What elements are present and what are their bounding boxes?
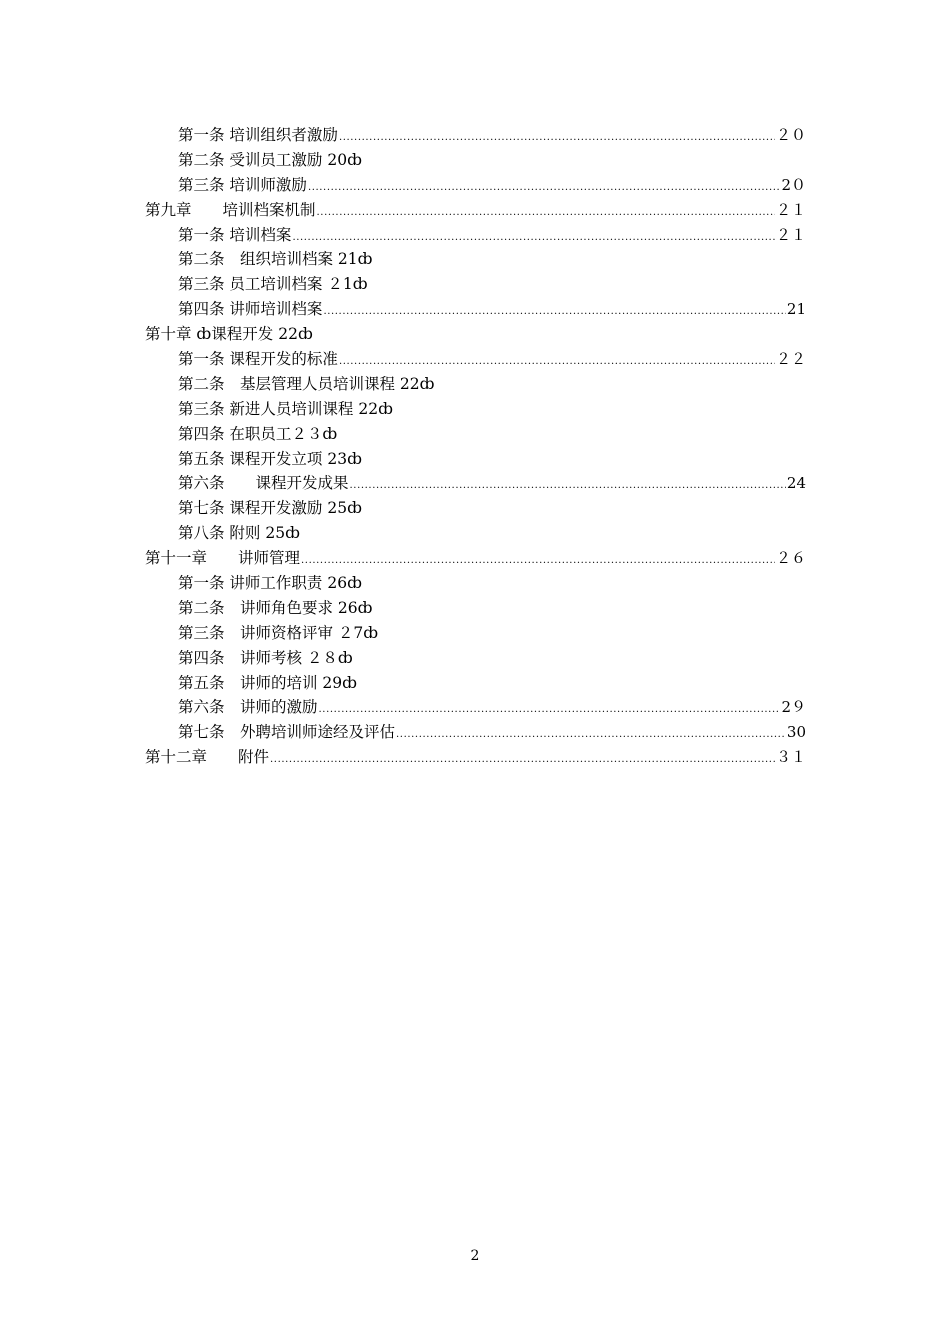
toc-entry-title: 第五条 讲师的培训 29ȸ — [178, 673, 358, 692]
table-of-contents — [0, 123, 950, 770]
toc-entry-title: 第四条 在职员工２３ȸ — [178, 424, 338, 443]
toc-entry-title: 第十一章 讲师管理 — [145, 549, 301, 568]
toc-article-entry[interactable] — [0, 496, 950, 521]
toc-entry-title: 第三条 员工培训档案 ２1ȸ — [178, 275, 368, 294]
toc-entry-page: ３１ — [775, 748, 806, 767]
toc-entry-row — [178, 173, 806, 201]
toc-entry-page: 2０ — [781, 175, 806, 194]
toc-entry-row — [178, 471, 806, 499]
toc-entry-title: 第十章 ȸ课程开发 22ȸ — [145, 325, 313, 344]
toc-dot-leader — [270, 748, 775, 773]
toc-entry-title: 第四条 讲师考核 ２８ȸ — [178, 648, 353, 667]
toc-article-entry[interactable] — [0, 223, 950, 248]
toc-entry-title: 第十二章 附件 — [145, 748, 270, 767]
toc-entry-row — [178, 223, 806, 251]
toc-article-entry[interactable] — [0, 447, 950, 472]
toc-article-entry[interactable] — [0, 297, 950, 322]
toc-article-entry[interactable] — [0, 372, 950, 397]
toc-entry-page: 24 — [786, 474, 806, 493]
toc-entry-row — [145, 546, 806, 574]
toc-entry-page: ２０ — [775, 126, 806, 144]
toc-entry-title: 第一条 讲师工作职责 26ȸ — [178, 574, 362, 593]
toc-entry-title: 第三条 新进人员培训课程 22ȸ — [178, 399, 393, 418]
toc-article-entry[interactable] — [0, 720, 950, 745]
toc-entry-title: 第六条 讲师的激励 — [178, 698, 318, 717]
toc-entry-page: ２１ — [775, 225, 806, 244]
toc-entry-row — [178, 297, 806, 325]
toc-entry-page: ２２ — [775, 350, 806, 369]
toc-entry-title: 第二条 受训员工激励 20ȸ — [178, 150, 362, 169]
toc-entry-title: 第二条 组织培训档案 21ȸ — [178, 250, 373, 269]
toc-chapter-entry[interactable] — [0, 745, 950, 770]
toc-entry-title: 第七条 外聘培训师途经及评估 — [178, 723, 396, 742]
toc-article-entry[interactable] — [0, 123, 950, 148]
toc-entry-title: 第三条 培训师激励 — [178, 175, 307, 194]
toc-article-entry[interactable] — [0, 695, 950, 720]
toc-entry-row — [178, 720, 806, 748]
toc-article-entry[interactable] — [0, 521, 950, 546]
toc-entry-page: ２６ — [775, 549, 806, 568]
toc-entry-row — [178, 695, 806, 723]
toc-entry-title: 第六条 课程开发成果 — [178, 474, 349, 493]
toc-entry-row — [178, 123, 806, 151]
toc-entry-title: 第八条 附则 25ȸ — [178, 524, 300, 543]
toc-article-entry[interactable] — [0, 422, 950, 447]
toc-entry-title: 第七条 课程开发激励 25ȸ — [178, 499, 362, 518]
toc-entry-row — [178, 347, 806, 375]
toc-entry-title: 第一条 课程开发的标准 — [178, 350, 338, 369]
toc-entry-title: 第二条 讲师角色要求 26ȸ — [178, 598, 373, 617]
toc-entry-row — [145, 198, 806, 226]
toc-entry-title: 第二条 基层管理人员培训课程 22ȸ — [178, 374, 435, 393]
toc-article-entry[interactable] — [0, 471, 950, 496]
toc-entry-page: ２１ — [775, 200, 806, 219]
toc-entry-title: 第一条 培训组织者激励 — [178, 126, 338, 144]
toc-entry-title: 第一条 培训档案 — [178, 225, 292, 244]
toc-article-entry[interactable] — [0, 148, 950, 173]
toc-entry-title: 第三条 讲师资格评审 ２7ȸ — [178, 623, 379, 642]
toc-article-entry[interactable] — [0, 646, 950, 671]
toc-article-entry[interactable] — [0, 397, 950, 422]
toc-entry-title: 第四条 讲师培训档案 — [178, 300, 323, 319]
toc-article-entry[interactable] — [0, 272, 950, 297]
toc-article-entry[interactable] — [0, 571, 950, 596]
toc-chapter-entry[interactable] — [0, 198, 950, 223]
toc-entry-page: 21 — [786, 300, 806, 319]
toc-article-entry[interactable] — [0, 173, 950, 198]
toc-chapter-entry[interactable] — [0, 322, 950, 347]
toc-entry-title: 第九章 培训档案机制 — [145, 200, 316, 219]
toc-article-entry[interactable] — [0, 247, 950, 272]
toc-entry-row — [145, 745, 806, 773]
page-number: 2 — [470, 1248, 480, 1264]
toc-entry-page: 2９ — [781, 698, 806, 717]
toc-article-entry[interactable] — [0, 347, 950, 372]
toc-article-entry[interactable] — [0, 621, 950, 646]
toc-article-entry[interactable] — [0, 671, 950, 696]
toc-article-entry[interactable] — [0, 596, 950, 621]
toc-entry-title: 第五条 课程开发立项 23ȸ — [178, 449, 362, 468]
toc-entry-page: 30 — [786, 723, 806, 742]
toc-chapter-entry[interactable] — [0, 546, 950, 571]
